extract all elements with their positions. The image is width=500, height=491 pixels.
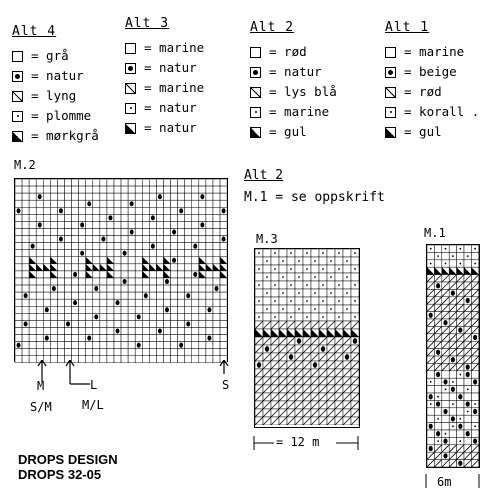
footer-brand: DROPS DESIGN: [18, 452, 118, 467]
marker-ml: M/L: [82, 398, 104, 412]
small-dot-square-icon: [385, 107, 396, 118]
legend-item: [125, 38, 204, 58]
legend-item-label: = marine: [404, 44, 465, 59]
m3-width-label: = 12 m: [276, 435, 320, 449]
diagonal-square-icon: [12, 91, 23, 102]
diagonal-square-icon: [250, 87, 261, 98]
legend-item: [12, 126, 99, 146]
legend-item-label: = beige: [404, 64, 457, 79]
chart-title-m1: M.1: [424, 226, 446, 240]
marker-l: L: [90, 378, 98, 392]
footer: [18, 452, 118, 482]
legend-item: [125, 118, 204, 138]
chart-m2: [14, 178, 228, 362]
legend-item-label: = natur: [144, 100, 197, 115]
dot-square-icon: [12, 71, 23, 82]
half-filled-square-icon: [125, 123, 136, 134]
legend-item: [12, 106, 99, 126]
legend-item-label: = natur: [31, 68, 84, 83]
legend-item-label: = lyng: [31, 88, 77, 103]
legend-item-label: = gul: [269, 124, 307, 139]
empty-square-icon: [385, 47, 396, 58]
small-dot-square-icon: [250, 107, 261, 118]
dot-square-icon: [125, 63, 136, 74]
chart-m1: [426, 244, 480, 468]
legend-item-label: = grå: [31, 48, 69, 63]
legend-title: Alt 1: [385, 20, 430, 35]
small-dot-square-icon: [125, 103, 136, 114]
legend-item-label: = marine: [144, 40, 205, 55]
legend-item-label: = gul: [404, 124, 442, 139]
legend-item: [250, 42, 337, 62]
legend-title: Alt 4: [12, 24, 57, 39]
m1-width-arrow: [424, 474, 482, 488]
legend-item: [250, 62, 337, 82]
footer-pattern-number: DROPS 32-05: [18, 467, 102, 482]
legend-item: [385, 42, 479, 62]
legend-item-label: = mørkgrå: [31, 128, 99, 143]
dot-square-icon: [385, 67, 396, 78]
legend-item-label: = natur: [144, 120, 197, 135]
legend-item: [250, 102, 337, 122]
marker-s: S: [222, 378, 230, 392]
chart-title-m2: M.2: [14, 158, 36, 172]
chart-m3: [254, 248, 360, 428]
half-filled-square-icon: [385, 127, 396, 138]
legend-item-label: = marine: [269, 104, 330, 119]
empty-square-icon: [250, 47, 261, 58]
empty-square-icon: [125, 43, 136, 54]
legend-alt2: [250, 18, 337, 142]
legend-item: [12, 86, 99, 106]
legend-item: [385, 122, 479, 142]
legend-item-label: = lys blå: [269, 84, 337, 99]
legend-item: [12, 66, 99, 86]
empty-square-icon: [12, 51, 23, 62]
legend-item: [250, 82, 337, 102]
diagonal-square-icon: [125, 83, 136, 94]
half-filled-square-icon: [250, 127, 261, 138]
diagonal-square-icon: [385, 87, 396, 98]
legend-title: Alt 2: [250, 20, 295, 35]
legend-item-label: = plomme: [31, 108, 92, 123]
legend-item: [125, 78, 204, 98]
legend-item: [385, 102, 479, 122]
legend-alt4: [12, 22, 99, 146]
legend-title: Alt 3: [125, 16, 170, 31]
small-dot-square-icon: [12, 111, 23, 122]
legend-item-label: = marine: [144, 80, 205, 95]
legend-item: [250, 122, 337, 142]
note-text: M.1 = se oppskrift: [244, 190, 385, 205]
legend-item: [385, 62, 479, 82]
legend-item-label: = rød: [269, 44, 307, 59]
m1-width-label: 6m: [437, 475, 452, 489]
marker-m: M: [37, 379, 45, 393]
chart-title-m3: M.3: [256, 232, 278, 246]
dot-square-icon: [250, 67, 261, 78]
legend-item: [125, 58, 204, 78]
legend-item-label: = korall .: [404, 104, 480, 119]
legend-item: [12, 46, 99, 66]
marker-sm: S/M: [30, 400, 52, 414]
half-filled-square-icon: [12, 131, 23, 142]
legend-alt1: [385, 18, 479, 142]
legend-item-label: = rød: [404, 84, 442, 99]
legend-item: [385, 82, 479, 102]
note-title: Alt 2: [244, 168, 284, 183]
legend-alt3: [125, 14, 204, 138]
legend-item-label: = natur: [269, 64, 322, 79]
legend-item: [125, 98, 204, 118]
legend-item-label: = natur: [144, 60, 197, 75]
